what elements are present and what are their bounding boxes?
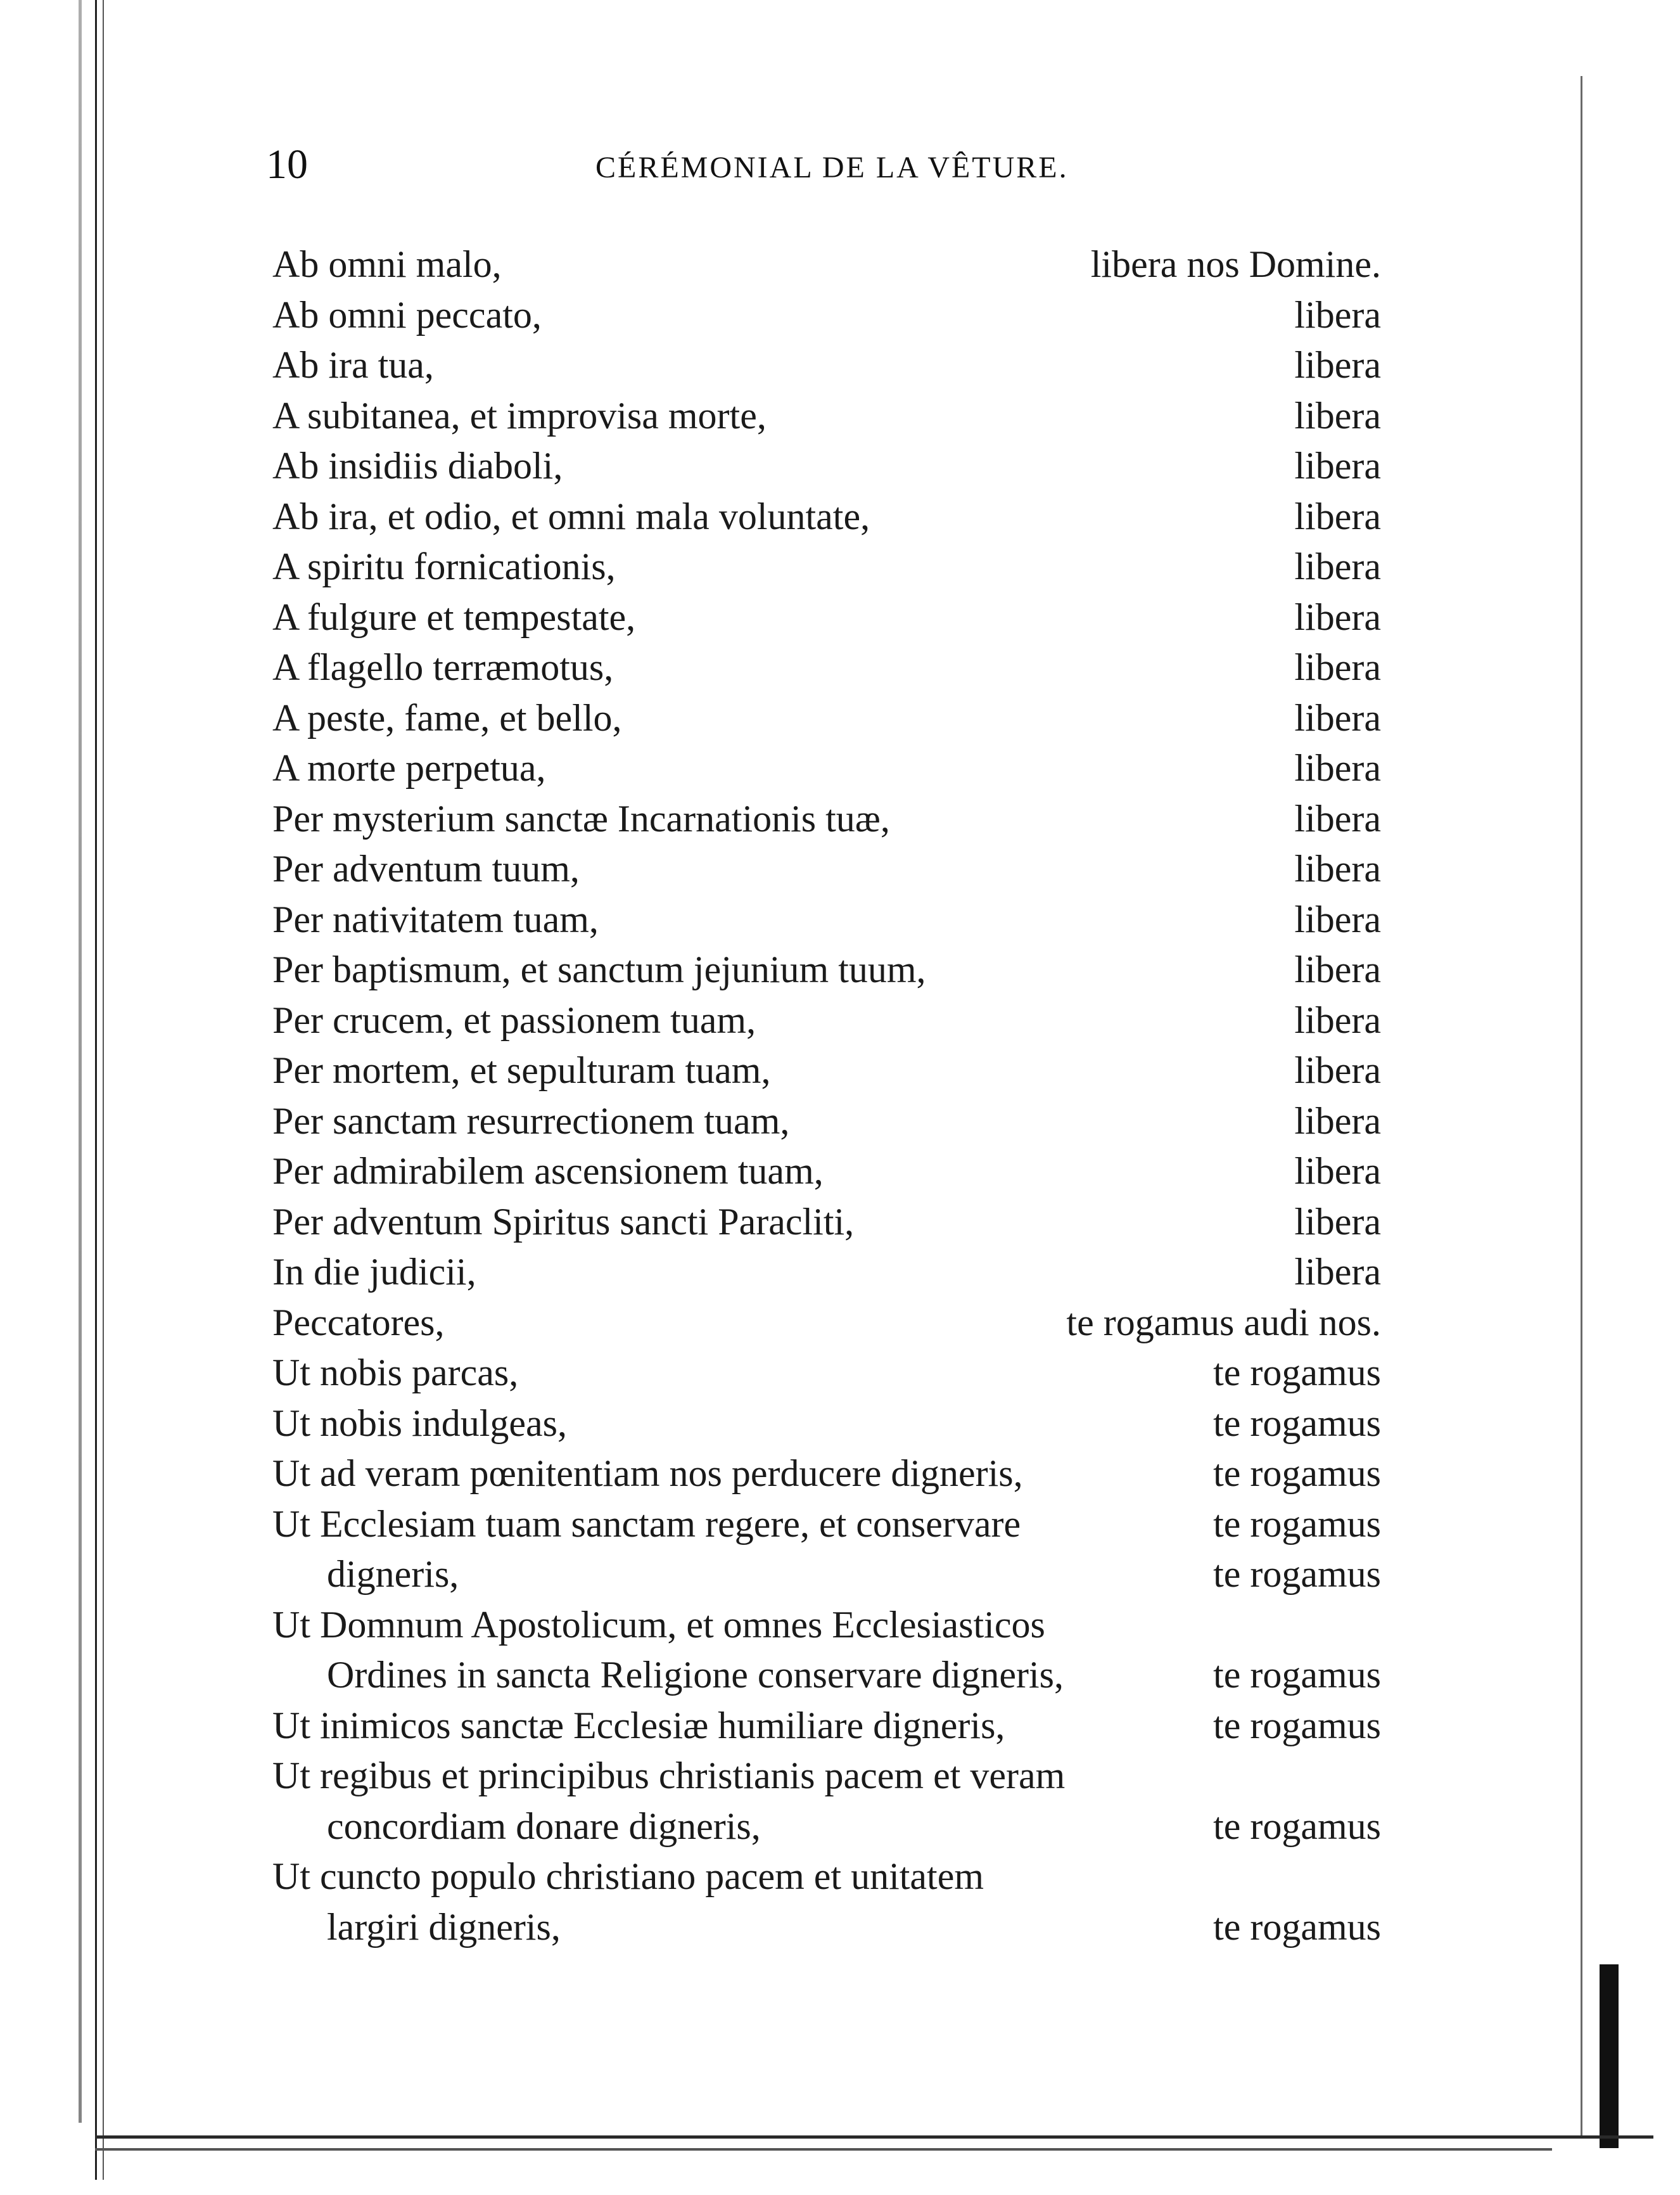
invocation-text: A subitanea, et improvisa morte, <box>272 394 767 437</box>
response-text: libera <box>1294 394 1381 437</box>
litany-line <box>272 643 1381 693</box>
response-text: te rogamus <box>1213 1553 1381 1595</box>
litany-line <box>272 995 1381 1046</box>
invocation-text: Ab omni malo, <box>272 243 502 285</box>
page-header <box>266 139 1096 190</box>
invocation-text: Ab insidiis diaboli, <box>272 445 563 487</box>
invocation-text: Ut cuncto populo christiano pacem et unitatem <box>272 1855 984 1897</box>
litany-line <box>272 1902 1381 1953</box>
litany-line <box>272 1852 1381 1902</box>
response-text: te rogamus <box>1213 1704 1381 1746</box>
response-text: libera <box>1294 747 1381 789</box>
running-head: CÉRÉMONIAL DE LA VÊTURE. <box>595 151 1069 184</box>
litany-line <box>272 1701 1381 1751</box>
page-number: 10 <box>266 141 308 188</box>
scan-edge-right <box>1581 76 1582 2135</box>
invocation-text: Per mortem, et sepulturam tuam, <box>272 1049 771 1091</box>
invocation-text: largiri digneris, <box>327 1905 561 1948</box>
response-text: te rogamus <box>1213 1352 1381 1393</box>
scan-edge-bottom-inner <box>95 2148 1552 2151</box>
invocation-text: concordiam donare digneris, <box>327 1805 761 1847</box>
scan-edge-left <box>95 0 97 2180</box>
invocation-text: Per sanctam resurrectionem tuam, <box>272 1099 790 1142</box>
litany-line <box>272 1600 1381 1651</box>
invocation-text: Ab ira, et odio, et omni mala voluntate, <box>272 495 870 537</box>
invocation-text: A fulgure et tempestate, <box>272 596 636 638</box>
litany-line <box>272 542 1381 592</box>
litany-line <box>272 1398 1381 1449</box>
response-text: libera <box>1294 1200 1381 1243</box>
litany-line <box>272 1096 1381 1147</box>
litany-line <box>272 1751 1381 1801</box>
invocation-text: Ut Ecclesiam tuam sanctam regere, et conservare <box>272 1502 1021 1545</box>
invocation-text: Ut Domnum Apostolicum, et omnes Ecclesiasticos <box>272 1603 1045 1646</box>
response-text: libera <box>1294 1099 1381 1142</box>
invocation-text: Peccatores, <box>272 1301 445 1343</box>
litany-line <box>272 895 1381 945</box>
invocation-text: Ut nobis indulgeas, <box>272 1402 567 1444</box>
invocation-text: digneris, <box>327 1553 459 1595</box>
invocation-text: Ut ad veram pœnitentiam nos perducere digneris, <box>272 1452 1023 1494</box>
litany-line <box>272 592 1381 643</box>
response-text: libera <box>1294 1251 1381 1293</box>
scan-edge-bottom <box>95 2135 1653 2139</box>
litany-line <box>272 441 1381 492</box>
invocation-text: Per baptismum, et sanctum jejunium tuum, <box>272 949 926 990</box>
response-text: libera <box>1294 1049 1381 1091</box>
invocation-text: In die judicii, <box>272 1251 476 1293</box>
litany-line <box>272 1146 1381 1197</box>
response-text: libera <box>1294 646 1381 688</box>
response-text: te rogamus <box>1213 1452 1381 1494</box>
invocation-text: Ab omni peccato, <box>272 293 542 336</box>
response-text: libera <box>1294 344 1381 386</box>
litany-line <box>272 1449 1381 1499</box>
response-text: libera <box>1294 293 1381 336</box>
litany-line <box>272 240 1381 290</box>
invocation-text: Per nativitatem tuam, <box>272 898 599 940</box>
litany-line <box>272 794 1381 845</box>
invocation-text: A flagello terræmotus, <box>272 646 614 688</box>
invocation-text: Ut inimicos sanctæ Ecclesiæ humiliare digneris, <box>272 1704 1005 1746</box>
invocation-text: Ut regibus et principibus christianis pacem et veram <box>272 1755 1066 1796</box>
scan-edge-corner <box>1600 1964 1619 2148</box>
litany-line <box>272 844 1381 895</box>
response-text: libera <box>1294 848 1381 890</box>
response-text: libera <box>1294 1150 1381 1192</box>
litany-line <box>272 340 1381 391</box>
scan-edge-left-inner <box>103 0 104 2180</box>
invocation-text: Per adventum Spiritus sancti Paracliti, <box>272 1200 855 1243</box>
litany-line <box>272 693 1381 744</box>
response-text: libera <box>1294 999 1381 1041</box>
litany-line <box>272 1046 1381 1096</box>
response-text: libera nos Domine. <box>1090 243 1381 285</box>
litany-line <box>272 1298 1381 1348</box>
response-text: te rogamus <box>1213 1654 1381 1696</box>
response-text: libera <box>1294 696 1381 739</box>
litany-line <box>272 1549 1381 1600</box>
litany-line <box>272 1801 1381 1852</box>
litany-line <box>272 945 1381 995</box>
litany-line <box>272 743 1381 794</box>
invocation-text: A peste, fame, et bello, <box>272 696 622 739</box>
response-text: te rogamus <box>1213 1805 1381 1847</box>
litany-text <box>272 240 1381 1952</box>
response-text: libera <box>1294 546 1381 587</box>
invocation-text: A spiritu fornicationis, <box>272 546 616 587</box>
invocation-text: A morte perpetua, <box>272 747 546 789</box>
invocation-text: Per mysterium sanctæ Incarnationis tuæ, <box>272 797 890 840</box>
litany-line <box>272 1650 1381 1701</box>
scan-edge-shadow <box>79 0 82 2123</box>
invocation-text: Per adventum tuum, <box>272 848 580 890</box>
response-text: te rogamus <box>1213 1502 1381 1545</box>
litany-line <box>272 1499 1381 1550</box>
response-text: libera <box>1294 495 1381 537</box>
litany-line <box>272 1247 1381 1298</box>
invocation-text: Per admirabilem ascensionem tuam, <box>272 1150 824 1192</box>
invocation-text: Per crucem, et passionem tuam, <box>272 999 756 1041</box>
litany-line <box>272 290 1381 341</box>
response-text: libera <box>1294 898 1381 940</box>
litany-line <box>272 391 1381 442</box>
response-text: libera <box>1294 596 1381 638</box>
invocation-text: Ut nobis parcas, <box>272 1352 519 1393</box>
litany-line <box>272 1197 1381 1248</box>
response-text: libera <box>1294 797 1381 840</box>
invocation-text: Ab ira tua, <box>272 344 434 386</box>
response-text: libera <box>1294 445 1381 487</box>
invocation-text: Ordines in sancta Religione conservare digneris, <box>327 1654 1064 1696</box>
response-text: te rogamus <box>1213 1905 1381 1948</box>
litany-line <box>272 492 1381 542</box>
response-text: te rogamus audi nos. <box>1066 1301 1381 1343</box>
response-text: libera <box>1294 949 1381 990</box>
response-text: te rogamus <box>1213 1402 1381 1444</box>
litany-line <box>272 1348 1381 1398</box>
